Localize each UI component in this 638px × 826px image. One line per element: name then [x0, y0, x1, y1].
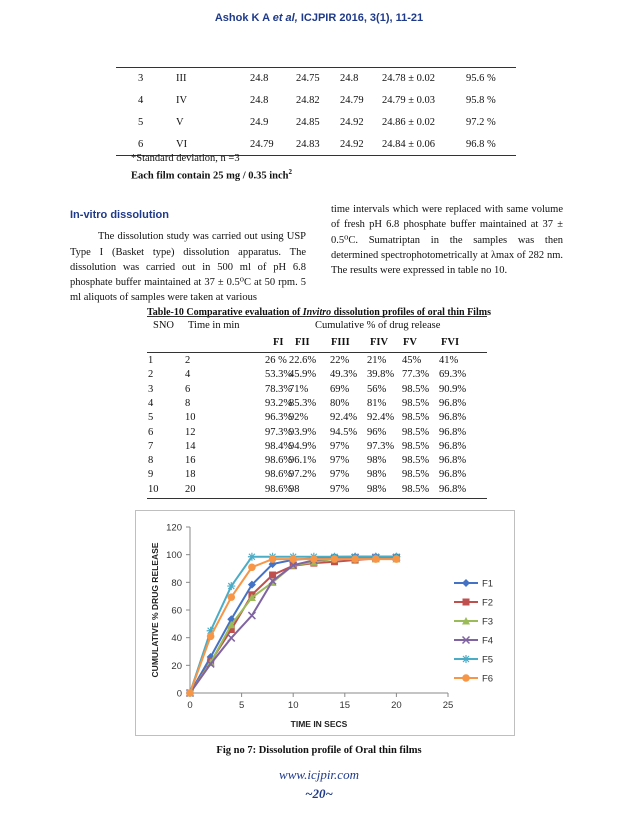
table-cell: 3 — [148, 383, 154, 395]
data-point-f4 — [248, 612, 255, 619]
subheader-fiii: FIII — [331, 337, 350, 348]
table-cell: 97.2% — [289, 469, 317, 481]
table-cell: 96.8% — [439, 426, 467, 438]
table-row: 6 VI 24.79 24.83 24.92 24.84 ± 0.06 96.8 % — [116, 134, 516, 156]
x-tick-label: 5 — [238, 700, 245, 711]
table-rule — [147, 498, 487, 499]
legend-marker-f1 — [462, 579, 470, 587]
subheader-fvi: FVI — [441, 337, 460, 348]
table-cell: 98.5% — [402, 412, 430, 424]
x-tick-label: 20 — [391, 700, 402, 711]
data-point-f4 — [228, 634, 235, 641]
table-cell: 2 — [148, 369, 154, 381]
table-cell: 12 — [185, 426, 196, 438]
table-cell: 92% — [289, 412, 309, 424]
header-time: Time in min — [188, 320, 240, 331]
table-cell: 20 — [185, 483, 196, 495]
data-point-f5 — [248, 553, 256, 561]
data-point-f6 — [248, 563, 256, 571]
table-cell: 97.3% — [265, 426, 293, 438]
legend-label-f1: F1 — [482, 578, 494, 590]
table-rule — [147, 352, 487, 353]
series-line-f4 — [190, 557, 396, 693]
table-cell: 96.3% — [265, 412, 293, 424]
table-cell: 80% — [330, 397, 350, 409]
table-title: Table-10 Comparative evaluation of Invitro dissolution profiles of oral thin Films — [147, 307, 491, 318]
film-weight-table — [116, 67, 516, 156]
table-cell: 97.3% — [367, 440, 395, 452]
table-cell: 49.3% — [330, 369, 358, 381]
table-cell: 8 — [148, 455, 154, 467]
legend-marker-f6 — [462, 674, 470, 682]
table-row: 5 V 24.9 24.85 24.92 24.86 ± 0.02 97.2 % — [138, 117, 496, 128]
table-cell: 96.8% — [439, 440, 467, 452]
paragraph: time intervals which were replaced with same volume of fresh pH 6.8 phosphate buffer maintained at 37 ± 0.5⁰C. Sumatriptan in the samples was then determined spectrophotometrically at λmax of 282 nm. The results were expressed in table no 10. — [331, 204, 563, 277]
table-cell: 45% — [402, 355, 422, 366]
x-tick-label: 10 — [287, 700, 299, 711]
table-cell: 16 — [185, 455, 196, 467]
table-cell: 22% — [330, 355, 350, 366]
data-point-f6 — [227, 593, 235, 601]
table-cell: 22.6% — [289, 355, 317, 366]
table-cell: 98.5% — [402, 440, 430, 452]
table-cell: 98.5% — [402, 397, 430, 409]
header-sno: SNO — [153, 320, 175, 331]
table-cell: 90.9% — [439, 383, 467, 395]
table-cell: 21% — [367, 355, 387, 366]
table-cell: 96.8% — [439, 469, 467, 481]
legend-label-f2: F2 — [482, 597, 494, 609]
x-tick-label: 15 — [339, 700, 351, 711]
table-cell: 39.8% — [367, 369, 395, 381]
table-cell: 6 — [185, 383, 191, 395]
series-line-f6 — [190, 559, 396, 693]
table-cell: 78.3% — [265, 383, 293, 395]
table-cell: 85.3% — [289, 397, 317, 409]
table-cell: 2 — [185, 355, 191, 366]
legend-label-f6: F6 — [482, 673, 494, 685]
table-cell: 10 — [148, 483, 159, 495]
table-rule — [147, 316, 487, 317]
table-cell: 8 — [185, 397, 191, 409]
data-point-f6 — [289, 555, 297, 563]
x-tick-label: 0 — [187, 700, 193, 711]
table-row: 4 IV 24.8 24.82 24.79 24.79 ± 0.03 95.8 % — [138, 95, 496, 106]
table-cell: 71% — [289, 383, 309, 395]
series-line-f3 — [190, 559, 396, 693]
chart-area — [135, 510, 515, 736]
table-cell: 69.3% — [439, 369, 467, 381]
table-cell: 77.3% — [402, 369, 430, 381]
table-cell: 53.3% — [265, 369, 293, 381]
table-cell: 81% — [367, 397, 387, 409]
table-cell: 4 — [185, 369, 191, 381]
table-cell: 56% — [367, 383, 387, 395]
table-cell: 69% — [330, 383, 350, 395]
subheader-fv: FV — [403, 337, 417, 348]
table-cell: 26 % — [265, 355, 287, 366]
table-cell: 97% — [330, 455, 350, 467]
header-group: Cumulative % of drug release — [315, 320, 441, 331]
table-cell: 98% — [367, 469, 387, 481]
y-tick-label: 100 — [166, 550, 182, 562]
table-cell: 98% — [367, 483, 387, 495]
legend-label-f5: F5 — [482, 654, 494, 666]
table-cell: 98.5% — [402, 469, 430, 481]
table-footnote: *Standard deviation, n =3 — [131, 153, 240, 164]
y-tick-label: 80 — [171, 577, 182, 589]
y-tick-label: 20 — [171, 660, 182, 672]
legend-marker-f5 — [462, 655, 470, 663]
section-title: In-vitro dissolution — [70, 209, 169, 221]
series-line-f2 — [190, 557, 396, 693]
dissolution-chart — [136, 511, 516, 737]
series-line-f1 — [190, 557, 396, 693]
table-cell: 1 — [148, 355, 154, 366]
data-point-f6 — [186, 689, 194, 697]
y-axis-title: CUMULATIVE % DRUG RELEASE — [150, 542, 160, 678]
table-cell: 45.9% — [289, 369, 317, 381]
table-cell: 98 — [289, 483, 300, 495]
table-cell: 94.9% — [289, 440, 317, 452]
series-line-f5 — [190, 557, 396, 693]
subheader-fiv: FIV — [370, 337, 389, 348]
table-cell: 93.2% — [265, 397, 293, 409]
y-tick-label: 120 — [166, 522, 182, 534]
data-point-f6 — [351, 555, 359, 563]
table-cell: 4 — [148, 397, 154, 409]
data-point-f6 — [269, 555, 277, 563]
right-column — [331, 202, 563, 278]
table-cell: 98.5% — [402, 383, 430, 395]
data-point-f6 — [207, 632, 215, 640]
table-cell: 97% — [330, 469, 350, 481]
film-content-note: Each film contain 25 mg / 0.35 inch$^2$ — [131, 168, 293, 182]
figure-caption: Fig no 7: Dissolution profile of Oral thin films — [216, 745, 422, 756]
table-cell: 96.8% — [439, 397, 467, 409]
table-cell: 98.6% — [265, 455, 293, 467]
table-cell: 97% — [330, 440, 350, 452]
table-cell: 98.5% — [402, 483, 430, 495]
table-cell: 96.8% — [439, 483, 467, 495]
data-point-f6 — [331, 555, 339, 563]
page-number: ~20~ — [305, 786, 333, 801]
y-tick-label: 0 — [176, 688, 182, 700]
subheader-fii: FII — [295, 337, 310, 348]
table-cell: 98.6% — [265, 483, 293, 495]
table-cell: 6 — [148, 426, 154, 438]
legend-marker-f2 — [463, 599, 470, 606]
footer-url[interactable]: www.icjpir.com — [279, 767, 359, 782]
y-tick-label: 60 — [171, 605, 182, 617]
table-cell: 14 — [185, 440, 196, 452]
table-cell: 7 — [148, 440, 154, 452]
table-cell: 41% — [439, 355, 459, 366]
data-point-f6 — [372, 555, 380, 563]
data-point-f5 — [227, 582, 235, 590]
table-cell: 93.9% — [289, 426, 317, 438]
x-axis-title: TIME IN SECS — [290, 719, 348, 729]
table-cell: 10 — [185, 412, 196, 424]
table-cell: 92.4% — [367, 412, 395, 424]
table-cell: 98.4% — [265, 440, 293, 452]
table-cell: 18 — [185, 469, 196, 481]
table-cell: 9 — [148, 469, 154, 481]
table-row: 3 III 24.8 24.75 24.8 24.78 ± 0.02 95.6 % — [116, 68, 516, 90]
paragraph: The dissolution study was carried out using USP Type I (Basket type) dissolution apparatus. The dissolution was carried out in 500 ml of pH 6.8 phosphate buffer maintained at 37 ± 0.5⁰C at 50 rpm. 5 ml aliquots of samples were taken at various — [70, 231, 306, 304]
data-point-f6 — [310, 555, 318, 563]
table-cell: 97% — [330, 483, 350, 495]
table-cell: 98.5% — [402, 426, 430, 438]
table-cell: 92.4% — [330, 412, 358, 424]
table-cell: 98% — [367, 455, 387, 467]
y-tick-label: 40 — [171, 633, 182, 645]
data-point-f6 — [393, 555, 401, 563]
table-cell: 96.1% — [289, 455, 317, 467]
running-header: Ashok K A et al, ICJPIR 2016, 3(1), 11-21 — [214, 12, 424, 24]
table-cell: 96% — [367, 426, 387, 438]
left-column — [70, 208, 306, 306]
legend-label-f3: F3 — [482, 616, 494, 628]
subheader-fi: FI — [273, 337, 284, 348]
table-cell: 98.6% — [265, 469, 293, 481]
table-cell: 98.5% — [402, 455, 430, 467]
table-cell: 96.8% — [439, 412, 467, 424]
table-cell: 94.5% — [330, 426, 358, 438]
table-cell: 5 — [148, 412, 154, 424]
table-cell: 96.8% — [439, 455, 467, 467]
x-tick-label: 25 — [442, 700, 454, 711]
legend-label-f4: F4 — [482, 635, 494, 647]
